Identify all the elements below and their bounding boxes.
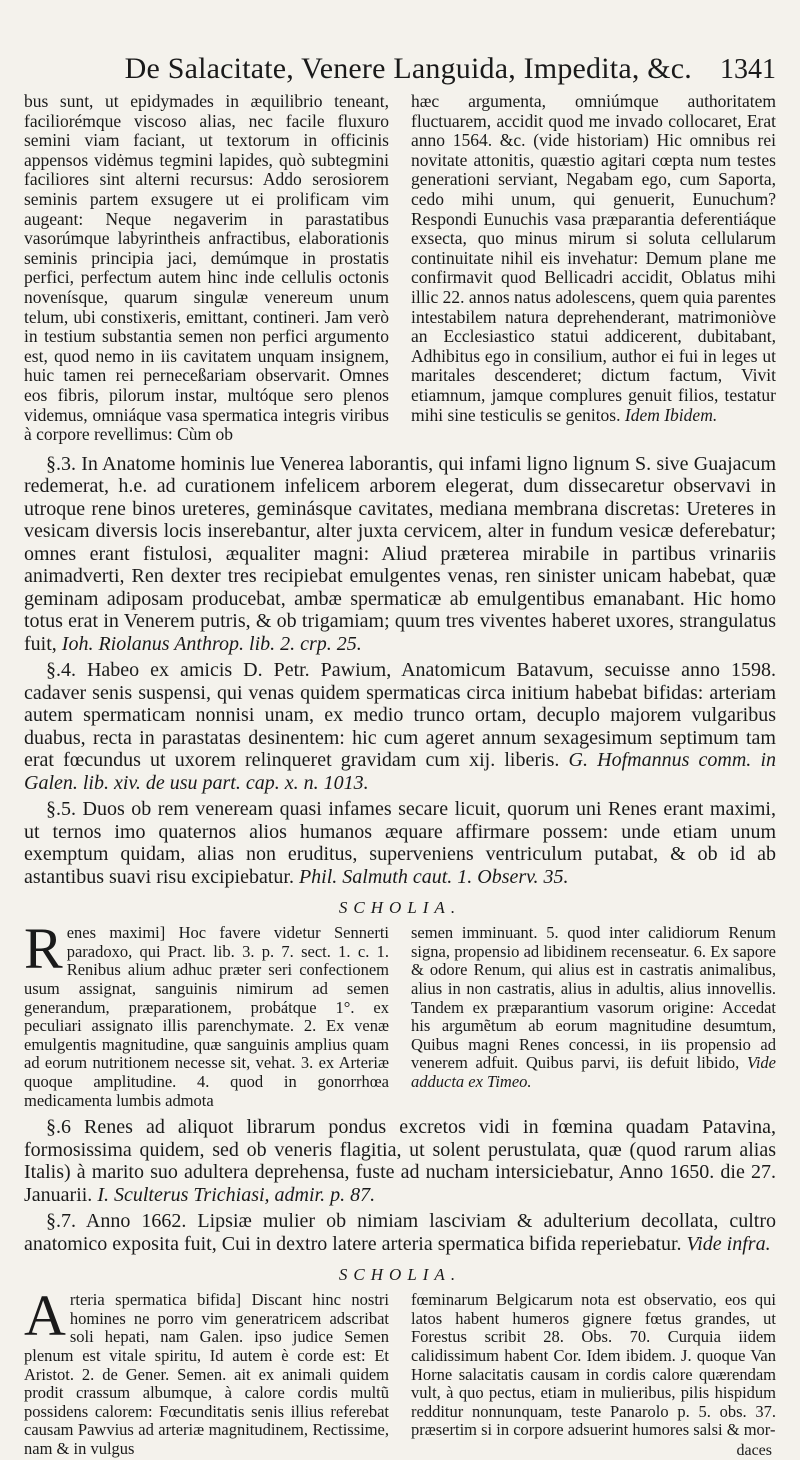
scholia-2-right-text: fœminarum Belgicarum nota est observatio, eos qui latos habent humeros gignere fœtus grandes, ut Forestus scribit 28. Obs. 70. Curquia iidem calidissimum habent Cor. Idem ibidem. J. quoque Van Horne salacitatis causam in cordis calore quærendam vult, à quo pectus, etiam in mulieribus, pilis hispidum redditur nonnunquam, teste Panarolo p. 5. obs. 37. præsertim si in corpore adsuerint humores salsi & mor-	[411, 1290, 776, 1440]
catchword: daces	[736, 1441, 772, 1459]
running-title: De Salacitate, Venere Languida, Impedita, &c.	[124, 52, 692, 85]
running-header	[24, 0, 776, 92]
page-number: 1341	[720, 54, 776, 85]
section-4	[24, 659, 776, 794]
drop-cap-a: A	[24, 1283, 66, 1349]
scholia-heading-2: SCHOLIA.	[338, 1265, 462, 1285]
section-6-text: §.6 Renes ad aliquot librarum pondus excretos vidi in fœmina quadam Patavina, formosissima quidem, sed ob veneris flagitia, ut solent perustulata, quæ (quod rarum alias Italis) à marito suo adultera deprehensa, fuste ad nucham intersiciebatur, Anno 1650. die 27. Januarii.	[24, 1116, 776, 1206]
scholia-1-left-text: enes maximi] Hoc favere videtur Sennerti paradoxo, qui Pract. lib. 3. p. 7. sect. 1. c. 1. Renibus alium adhuc præter seri confectionem usum assignat, sanguinis nimirum ad semen generandum, præparationem, probátque 1°. ex peculiari assignato illis parenchymate. 2. Ex venæ emulgentis magnitudine, quæ sanguinis amplius quam ad eorum nutritionem necesse sit, vehat. 3. ex Arteriæ quoque amplitudine. 4. quod in gonorrhœa medicamenta lumbis admota	[24, 923, 389, 1110]
top-left-text: bus sunt, ut epidymades in æquilibrio teneant, faciliorémque viscoso alias, nec facile fluxuro semini viam faciant, ut textorum in officinis appensos vidėmus tegmini lapides, quò subtegmini faciliores sint alterni recursus: Addo serosiorem seminis partem exsugere ut ei prolificam vim augeant: Neque negaverim in parastatibus vasorúmque labyrintheis anfractibus, elaborationis seminis principia jaci, demúmque in prostatis perfici, perfectum autem hinc inde cellulis octonis novenísque, quarum singulæ venereum unum telum, ubi constixeris, emittant, contineri. Jam verò in testium substantia semen non perfici argumento est, quod nemo in iis cavitatem unquam insignem, huic tamen rei perneceßariam observarit. Omnes eos fibris, pilorum instar, multóque sero plenos videmus, omniáque vasa spermatica integris viribus à corpore revellimus: Cùm ob	[24, 91, 389, 445]
scholia-1-right-paragraph	[411, 924, 776, 1091]
top-right-text: hæc argumenta, omniúmque authoritatem fluctuarem, accidit quod me invado collocaret, Erat anno 1564. &c. (vide historiam) Hic omnibus rei novitate attonitis, quæstio agitari cœpta num testes generationi serviant, Negabam ego, cum Saporta, cedo mihi unum, qui genuerit, Eunuchum? Respondi Eunuchis vasa præparantia deferentiáque exsecta, quo minus mirum si soluta cellularum continuitate nihil eis invehatur: Demum plane me confirmavit quod Bellicadri accidit, Oblatus mihi illic 22. annos natus adolescens, quem quia parentes intestabilem natura deprehenderant, matrimoniòve an Ecclesiastico statui addicerent, dubitabant, Adhibitus ego in consilium, author ei fui in leges ut maritales descenderet; dictum factum, Vivit etiamnum, jamque complures genuit filios, testatur mihi sine testiculis se genitos.	[411, 91, 776, 425]
section-7-text: §.7. Anno 1662. Lipsiæ mulier ob nimiam lasciviam & adulterium decollata, cultro anatomico exposita fuit, Cui in dextro latere arteria spermatica bifida reperiebatur.	[24, 1210, 776, 1255]
scholia-2-right-column	[411, 1291, 776, 1460]
top-right-citation: Idem Ibidem.	[624, 404, 718, 425]
section-3-citation: Ioh. Riolanus Anthrop. lib. 2. crp. 25.	[61, 632, 362, 655]
top-right-column	[411, 92, 776, 445]
section-4-citation: G. Hofmannus comm. in Galen. lib. xiv. de usu part. cap. x. n. 1013.	[24, 749, 777, 794]
scholia-2-left-column	[24, 1283, 389, 1460]
scholia-1-left-column	[24, 916, 389, 1110]
top-two-column-text	[24, 92, 776, 445]
scholia-1-right-text: semen imminuant. 5. quod inter calidiorum Renum signa, propensio ad libidinem recenseatur. 6. Ex sapore & odore Renum, qui alius est in castratis animalibus, alius in non castratis, alius in adultis, alius innovellis. Tandem ex præparantium vasorum origine: Accedat his argumẽtum ab eorum magnitudine desumtum, Quibus magni Renes concessi, in iis propensio ad venerem adfuit. Quibus parvi, iis defuit libido,	[411, 923, 776, 1073]
section-6-citation: I. Sculterus Trichiasi, admir. p. 87.	[97, 1183, 376, 1206]
scholia-2-left-paragraph	[24, 1283, 389, 1458]
section-6	[24, 1116, 776, 1206]
section-5-citation: Phil. Salmuth caut. 1. Observ. 35.	[298, 865, 569, 888]
section-5	[24, 798, 776, 888]
scholia-1-columns	[24, 916, 776, 1110]
section-5-text: §.5. Duos ob rem veneream quasi infames secare licuit, quorum uni Renes erant maximi, ut ternos imo quaternos alios humanos æquare affirmare possem: unde etiam unum exemptum quidam, alias non eruditus, superveniens ventriculum putabat, & ob id ab astantibus suavi risu excipiebatur.	[24, 798, 776, 888]
top-right-paragraph	[411, 92, 776, 425]
section-4-text: §.4. Habeo ex amicis D. Petr. Pawium, Anatomicum Batavum, secuisse anno 1598. cadaver senis suspensi, qui venas quidem spermaticas circa initium habebat bifidas: arteriam autem spermaticam nonnisi unam, ex medio trunco ortam, decuplo majorem vulgaribus duabus, recta in parastatas desinentem: hic cum ageret annum sexagesimum septimum tam erat fœcundus ut uxorem relinqueret gravidam cum xij. liberis.	[24, 659, 776, 772]
scholia-1-citation: Vide adducta ex Timeo.	[411, 1053, 776, 1091]
section-3	[24, 453, 776, 656]
scholia-heading-1: SCHOLIA.	[338, 898, 462, 918]
scholia-2-left-text: rteria spermatica bifida] Discant hinc nostri homines ne porro vim generatricem adscribat soli hepati, nam Galen. ipso judice Semen plenum est vitale spiritu, Id autem è corde est: Et Aristot. 2. de Gener. Semen. ait ex animali quidem prodit crassum albumque, à calore cordis multũ possidens calorem: Fœcunditatis senis illius referebat causam Pawvius ad arteriæ magnitudinem, Rectissime, nam & in vulgus	[24, 1290, 389, 1458]
section-3-text: §.3. In Anatome hominis lue Venerea laborantis, qui infami ligno lignum S. sive Guajacum redemerat, h.e. ad curationem infelicem arborem elegerat, dum dissecaretur observavi in utroque rene binos ureteres, geminásque cavitates, mediana membrana discretas: Ureteres in vesicam diversis locis inserebantur, alter juxta cervicem, alter in fundum vesicæ deferebatur; omnes erant fistulosi, æqualiter magni: Aliud præterea mirabile in partibus vrinariis animadverti, Ren dexter tres recipiebat emulgentes venas, ren sinister unicam habebat, quæ geminam adiposam producebat, ambæ spermaticæ ab emulgentibus emanabant. Hic homo totus erat in Venerem putris, & ob trigamiam; quum tres viventes haberet uxores, strangulatus fuit,	[24, 452, 776, 655]
top-left-column	[24, 92, 389, 445]
section-7-citation: Vide infra.	[686, 1232, 771, 1255]
section-7	[24, 1210, 776, 1255]
scholia-1-left-paragraph	[24, 916, 389, 1110]
scholia-1-right-column	[411, 924, 776, 1110]
drop-cap-r: R	[24, 916, 63, 982]
scholia-2-columns	[24, 1283, 776, 1460]
